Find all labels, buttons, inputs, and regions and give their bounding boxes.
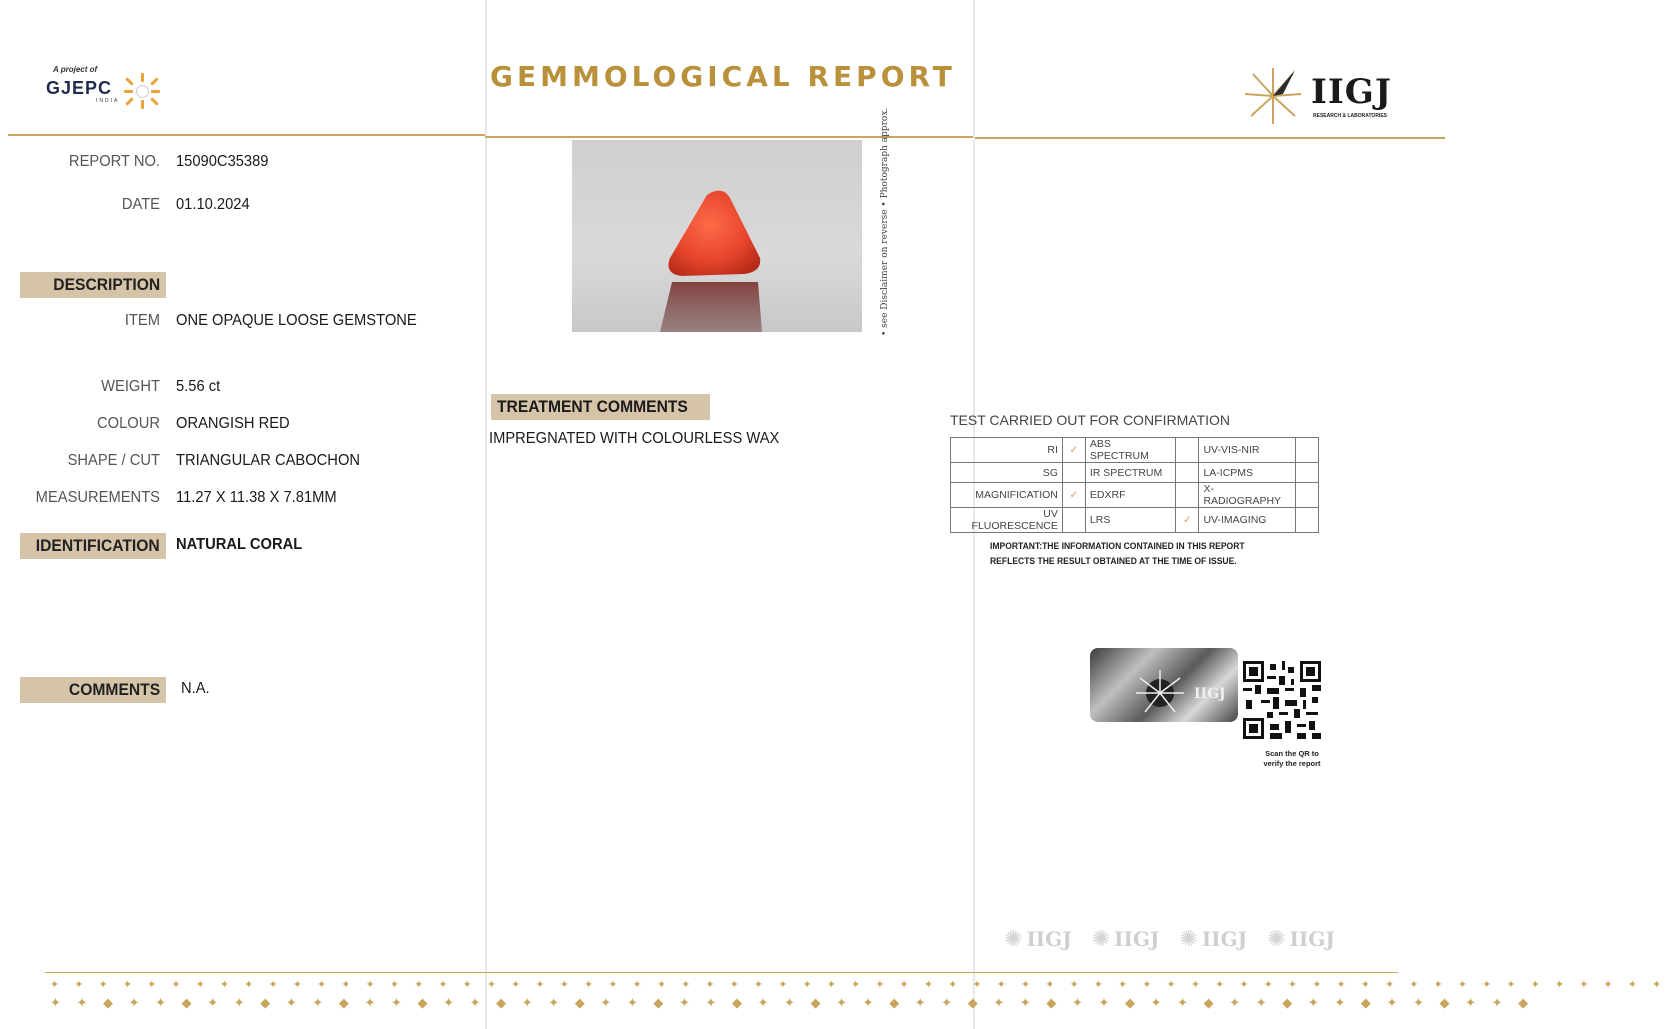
colour-label: COLOUR	[97, 415, 160, 432]
paper-fold	[485, 0, 487, 1029]
iigj-sunburst-icon	[1243, 66, 1303, 126]
colour-value: ORANGISH RED	[176, 415, 290, 432]
qr-instructions: Scan the QR to verify the report	[1263, 749, 1321, 768]
description-heading: DESCRIPTION	[20, 272, 166, 298]
iigj-name: IIGJ	[1311, 72, 1392, 112]
date-value: 01.10.2024	[176, 196, 250, 213]
hologram-logo: IIGJ	[1194, 686, 1226, 702]
coral-cabochon-image	[572, 140, 862, 332]
test-cell: ABS SPECTRUM	[1085, 438, 1176, 463]
date-label: DATE	[121, 196, 160, 213]
watermark-logo: ✺ IIGJ	[1179, 926, 1248, 951]
test-cell: LA-ICPMS	[1199, 463, 1296, 483]
watermark-logo: ✺ IIGJ	[1267, 926, 1335, 951]
test-cell: X-RADIOGRAPHY	[1199, 483, 1296, 508]
important-lead: IMPORTANT:	[990, 541, 1043, 552]
gjepc-name: GJEPC	[46, 78, 113, 98]
important-note	[990, 539, 1287, 569]
check-icon: ✓	[1062, 438, 1085, 463]
report-no-label: REPORT NO.	[68, 153, 160, 170]
table-row	[951, 438, 1319, 463]
iigj-subtitle: RESEARCH & LABORATORIES	[1313, 113, 1387, 119]
test-cell: UV-VIS-NIR	[1199, 438, 1296, 463]
check-icon: ✓	[1062, 483, 1085, 508]
hologram-sunburst-icon	[1090, 648, 1238, 722]
sunburst-icon: ✺	[1179, 926, 1198, 951]
qr-code[interactable]	[1243, 661, 1321, 739]
test-cell: EDXRF	[1085, 483, 1176, 508]
watermark-logo: ✺ IIGJ	[1091, 926, 1160, 951]
test-cell: UV-IMAGING	[1199, 508, 1296, 533]
weight-label: WEIGHT	[101, 378, 160, 395]
hologram-seal	[1090, 648, 1238, 722]
watermark-logo: ✺ IIGJ	[1004, 926, 1072, 951]
treatment-heading: TREATMENT COMMENTS	[491, 394, 710, 420]
footer-stars: ✦ ✦ ✦ ✦ ✦ ✦ ✦ ✦ ✦ ✦ ✦ ✦ ✦ ✦ ✦ ✦ ✦ ✦ ✦ ✦ ✦ ✦ ✦ ✦ ✦ ✦ ✦ ✦ ✦ ✦ ✦ ✦ ✦ ✦ ✦ ✦ ✦ ✦ ✦ ✦ ✦ ✦ ✦ ✦ ✦ ✦ ✦ ✦ ✦ ✦ ✦ ✦ ✦ ✦ ✦ ✦ ✦ ✦ ✦ ✦ ✦ ✦ ✦ ✦ ✦ ✦ ✦	[50, 979, 1667, 991]
test-cell: LRS	[1085, 508, 1176, 533]
sunburst-icon: ✺	[1267, 926, 1286, 951]
table-row	[951, 508, 1319, 533]
comments-heading: COMMENTS	[20, 677, 166, 703]
test-cell: MAGNIFICATION	[951, 483, 1063, 508]
gjepc-country: INDIA	[96, 98, 120, 104]
footer-stars: ✦ ✦ ◆ ✦ ✦ ◆ ✦ ✦ ◆ ✦ ✦ ◆ ✦ ✦ ◆ ✦ ✦ ◆ ✦ ✦ ◆ ✦ ✦ ◆ ✦ ✦ ◆ ✦ ✦ ◆ ✦ ✦ ◆ ✦ ✦ ◆ ✦ ✦ ◆ ✦ ✦ ◆ ✦ ✦ ◆ ✦ ✦ ◆ ✦ ✦ ◆ ✦ ✦ ◆ ✦ ✦ ◆	[50, 995, 1535, 1010]
test-cell: RI	[951, 438, 1063, 463]
header-rule	[485, 136, 973, 138]
test-cell: IR SPECTRUM	[1085, 463, 1176, 483]
comments-value: N.A.	[181, 680, 210, 697]
tests-table	[950, 437, 1319, 533]
item-value: ONE OPAQUE LOOSE GEMSTONE	[176, 312, 417, 329]
test-cell: UV FLUORESCENCE	[951, 508, 1063, 533]
gjepc-sun-icon	[122, 71, 162, 111]
test-cell: SG	[951, 463, 1063, 483]
watermark-row	[1004, 926, 1335, 952]
tests-heading: TEST CARRIED OUT FOR CONFIRMATION	[950, 412, 1231, 428]
identification-heading: IDENTIFICATION	[20, 533, 166, 559]
header-rule	[975, 137, 1445, 139]
shape-label: SHAPE / CUT	[67, 452, 160, 469]
treatment-value: IMPREGNATED WITH COLOURLESS WAX	[489, 430, 780, 447]
gemstone-photo	[572, 140, 862, 332]
sunburst-icon: ✺	[1004, 926, 1023, 951]
measurements-label: MEASUREMENTS	[35, 489, 160, 506]
report-no-value: 15090C35389	[176, 153, 269, 170]
important-text: THE INFORMATION CONTAINED IN THIS REPORT REFLECTS THE RESULT OBTAINED AT THE TIME OF ISSUE.	[990, 541, 1245, 567]
table-row	[951, 483, 1319, 508]
identification-value: NATURAL CORAL	[176, 536, 303, 553]
photo-caption: • see Disclaimer on reverse • Photograph approx.	[880, 107, 890, 336]
weight-value: 5.56 ct	[176, 378, 221, 395]
report-title: GEMMOLOGICAL REPORT	[490, 60, 956, 93]
header-rule	[8, 134, 485, 136]
table-row	[951, 463, 1319, 483]
gjepc-tagline: A project of	[53, 65, 98, 74]
item-label: ITEM	[124, 312, 160, 329]
shape-value: TRIANGULAR CABOCHON	[176, 452, 361, 469]
sunburst-icon: ✺	[1091, 926, 1111, 951]
measurements-value: 11.27 X 11.38 X 7.81MM	[176, 489, 337, 506]
check-icon: ✓	[1176, 508, 1199, 533]
gjepc-logo	[53, 65, 97, 74]
footer-rule	[45, 972, 1398, 973]
